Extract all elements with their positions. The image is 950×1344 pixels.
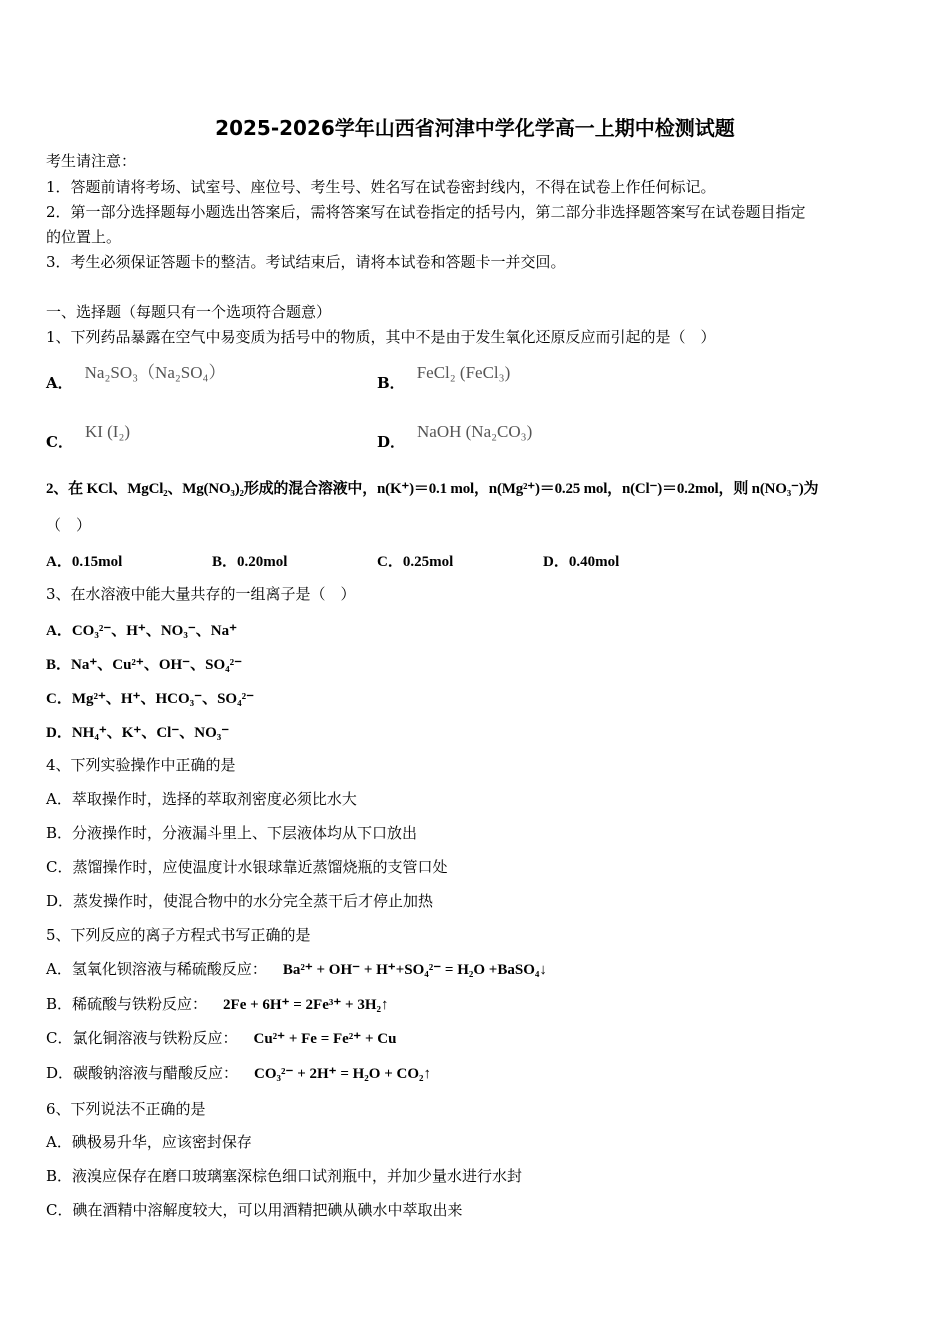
q1-option-b <box>377 363 511 393</box>
question-4-stem: 4、下列实验操作中正确的是 <box>46 756 236 774</box>
question-6-stem: 6、下列说法不正确的是 <box>46 1100 206 1118</box>
notice-item: 1．答题前请将考场、试室号、座位号、考生号、姓名写在试卷密封线内，不得在试卷上作任何标记。 <box>46 178 716 196</box>
option-label: B． <box>377 374 405 392</box>
q2-option-c: C．0.25mol <box>377 554 454 570</box>
q2-option-a: A．0.15mol <box>46 554 123 570</box>
q5-option-d <box>46 1063 431 1084</box>
formula: FeCl₂ (FeCl₃) <box>416 363 511 382</box>
option-label: D． <box>377 433 406 451</box>
option-text: C．氯化铜溶液与铁粉反应： <box>46 1029 238 1047</box>
question-3-stem: 3、在水溶液中能大量共存的一组离子是（ ） <box>46 585 356 603</box>
answer-paren: （ ） <box>46 516 92 534</box>
q5-option-b <box>46 994 388 1015</box>
q3-option-d: D．NH₄⁺、K⁺、Cl⁻、NO₃⁻ <box>46 725 230 741</box>
notice-item: 2．第一部分选择题每小题选出答案后，需将答案写在试卷指定的括号内，第二部分非选择题答案写在试卷题目指定 <box>46 203 806 221</box>
q4-option-a: A．萃取操作时，选择的萃取剂密度必须比水大 <box>46 790 357 808</box>
section-heading: 一、选择题（每题只有一个选项符合题意） <box>46 303 332 321</box>
q2-option-b: B．0.20mol <box>212 554 288 570</box>
question-2-stem: 2、在 KCl、MgCl₂、Mg(NO₃)₂形成的混合溶液中，n(K⁺)＝0.1 mol，n(Mg²⁺)＝0.25 mol，n(Cl⁻)＝0.2mol，则 n(NO₃⁻)为 <box>46 481 819 497</box>
q3-option-c: C．Mg²⁺、H⁺、HCO₃⁻、SO₄²⁻ <box>46 691 254 707</box>
equation: CO₃²⁻ + 2H⁺ = H₂O + CO₂↑ <box>254 1066 431 1082</box>
q5-option-a <box>46 959 547 980</box>
option-text: A．氢氧化钡溶液与稀硫酸反应： <box>46 960 267 978</box>
question-5-stem: 5、下列反应的离子方程式书写正确的是 <box>46 926 311 944</box>
equation: Cu²⁺ + Fe = Fe²⁺ + Cu <box>253 1031 397 1047</box>
notice-item: 3．考生必须保证答题卡的整洁。考试结束后，请将本试卷和答题卡一并交回。 <box>46 253 566 271</box>
formula: Na₂SO₃（Na₂SO₄） <box>84 363 226 382</box>
q1-option-c <box>46 422 131 452</box>
formula: NaOH (Na₂CO₃) <box>417 422 533 441</box>
q1-option-d <box>377 422 533 452</box>
equation: Ba²⁺ + OH⁻ + H⁺+SO₄²⁻ = H₂O +BaSO₄↓ <box>282 962 547 978</box>
notice-item: 的位置上。 <box>46 228 122 246</box>
q4-option-c: C．蒸馏操作时，应使温度计水银球靠近蒸馏烧瓶的支管口处 <box>46 858 448 876</box>
option-label: A． <box>46 374 73 392</box>
q4-option-d: D．蒸发操作时，使混合物中的水分完全蒸干后才停止加热 <box>46 892 434 910</box>
q2-option-d: D．0.40mol <box>543 554 620 570</box>
option-text: B．稀硫酸与铁粉反应： <box>46 995 208 1013</box>
q4-option-b: B．分液操作时，分液漏斗里上、下层液体均从下口放出 <box>46 824 418 842</box>
q5-option-c <box>46 1028 396 1049</box>
q3-option-b: B．Na⁺、Cu²⁺、OH⁻、SO₄²⁻ <box>46 657 243 673</box>
option-label: C． <box>46 433 73 451</box>
page-title: 2025-2026学年山西省河津中学化学高一上期中检测试题 <box>215 116 735 140</box>
q6-option-a: A．碘极易升华，应该密封保存 <box>46 1133 252 1151</box>
notice-heading: 考生请注意： <box>46 152 137 170</box>
q6-option-c: C．碘在酒精中溶解度较大，可以用酒精把碘从碘水中萃取出来 <box>46 1201 463 1219</box>
option-text: D．碳酸钠溶液与醋酸反应： <box>46 1064 239 1082</box>
question-1-stem: 1、下列药品暴露在空气中易变质为括号中的物质，其中不是由于发生氧化还原反应而引起的是（ ） <box>46 328 716 346</box>
q6-option-b: B．液溴应保存在磨口玻璃塞深棕色细口试剂瓶中，并加少量水进行水封 <box>46 1167 523 1185</box>
formula: KI (I₂) <box>84 422 131 441</box>
q3-option-a: A．CO₃²⁻、H⁺、NO₃⁻、Na⁺ <box>46 623 237 639</box>
equation: 2Fe + 6H⁺ = 2Fe³⁺ + 3H₂↑ <box>223 997 389 1013</box>
q1-option-a <box>46 363 226 393</box>
